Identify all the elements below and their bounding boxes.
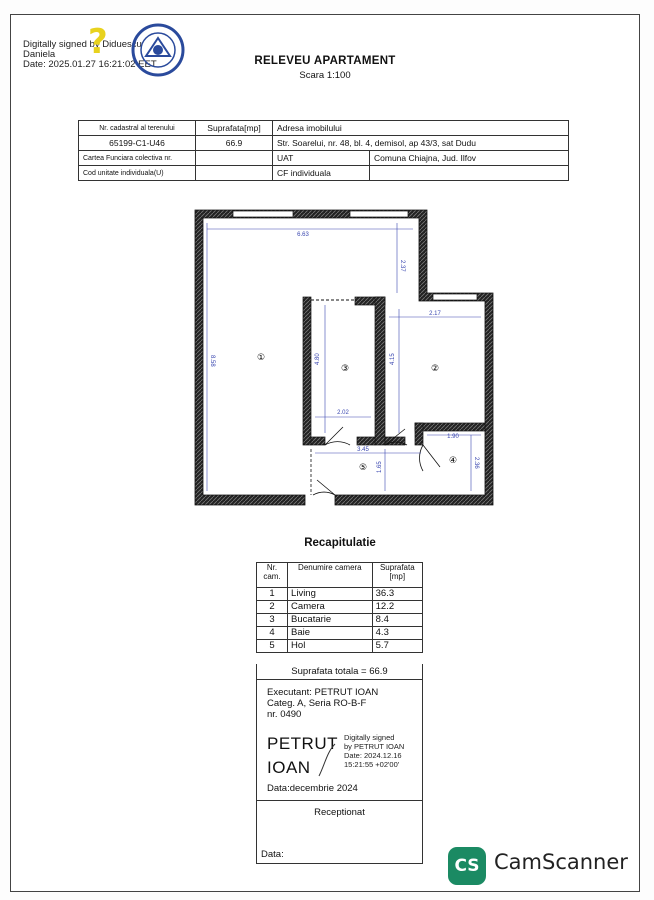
sig-top-line1: Digitally signed by Diduescu xyxy=(23,39,142,50)
executant-box xyxy=(256,680,423,801)
dim-room2-height: 4.15 xyxy=(390,353,396,365)
row-nr: 5 xyxy=(257,640,288,653)
row-name: Camera xyxy=(288,601,373,614)
ds-line4: 15:21:55 +02'00' xyxy=(344,760,400,769)
ds-line3: Date: 2024.12.16 xyxy=(344,751,402,760)
row-area: 12.2 xyxy=(372,601,422,614)
executant-line2: Categ. A, Seria RO-B-F xyxy=(267,698,367,709)
area-value: 66.9 xyxy=(196,136,273,151)
receptionat-date-label: Data: xyxy=(261,849,284,860)
row-name: Bucatarie xyxy=(288,614,373,627)
cadastral-table xyxy=(78,120,569,181)
cf-collective-label: Cartea Funciara colectiva nr. xyxy=(79,151,196,166)
document-scale: Scara 1:100 xyxy=(299,70,351,81)
uat-value: Comuna Chiajna, Jud. Ilfov xyxy=(370,151,569,166)
total-area: Suprafata totala = 66.9 xyxy=(256,664,423,680)
room-label-3: ③ xyxy=(340,364,350,374)
recap-table xyxy=(256,562,423,653)
uat-label: UAT xyxy=(273,151,370,166)
unit-code-value xyxy=(196,166,273,181)
table-row xyxy=(257,627,423,640)
document-title: RELEVEU APARTAMENT xyxy=(254,55,396,67)
dim-left-height: 8.58 xyxy=(209,355,215,367)
row-area: 8.4 xyxy=(372,614,422,627)
bathroom-wall xyxy=(415,423,485,431)
unit-code-label: Cod unitate individuala(U) xyxy=(79,166,196,181)
window-top-right xyxy=(350,211,408,217)
executant-line1: Executant: PETRUT IOAN xyxy=(267,687,379,698)
executant-line3: nr. 0490 xyxy=(267,709,302,720)
question-mark-icon: ? xyxy=(88,22,108,62)
signature-name-last: IOAN xyxy=(267,758,311,777)
col-area-header: Suprafata [mp] xyxy=(372,563,422,588)
partition-wall xyxy=(375,297,385,445)
digital-signature-executant xyxy=(344,733,404,769)
row-nr: 1 xyxy=(257,588,288,601)
cf-collective-value xyxy=(196,151,273,166)
dim-room2-width: 2.17 xyxy=(429,311,441,317)
cad-number-value: 65199-C1-U46 xyxy=(79,136,196,151)
door-bath xyxy=(420,445,440,471)
table-row xyxy=(79,166,569,181)
room-label-1: ① xyxy=(256,353,266,363)
dim-kitchen-height: 4.80 xyxy=(315,353,321,365)
dim-top-width: 6.63 xyxy=(297,232,309,238)
row-name: Hol xyxy=(288,640,373,653)
row-name: Living xyxy=(288,588,373,601)
table-row xyxy=(257,640,423,653)
cf-individual-value xyxy=(370,166,569,181)
row-area: 36.3 xyxy=(372,588,422,601)
door-kitchen xyxy=(325,427,350,445)
ds-line2: by PETRUT IOAN xyxy=(344,742,405,751)
col-nr-header: Nr. cam. xyxy=(257,563,288,588)
table-row xyxy=(79,121,569,136)
row-area: 5.7 xyxy=(372,640,422,653)
executant-date: Data:decembrie 2024 xyxy=(267,783,358,794)
row-area: 4.3 xyxy=(372,627,422,640)
address-value: Str. Soarelui, nr. 48, bl. 4, demisol, ap 43/3, sat Dudu xyxy=(273,136,569,151)
door-entrance xyxy=(313,480,335,495)
room-label-5: ⑤ xyxy=(358,463,368,473)
recap-title: Recapitulatie xyxy=(304,537,376,549)
dim-hall-width: 3.45 xyxy=(357,447,369,453)
dim-bath-height: 2.36 xyxy=(473,457,479,469)
receptionat-title: Receptionat xyxy=(314,807,365,818)
table-row xyxy=(79,136,569,151)
sig-top-line3: Date: 2025.01.27 16:21:02 EET xyxy=(23,59,157,70)
signature-stroke-icon xyxy=(317,742,341,778)
area-label: Suprafata[mp] xyxy=(196,121,273,136)
table-row xyxy=(257,601,423,614)
room-label-4: ④ xyxy=(448,456,458,466)
table-row xyxy=(257,588,423,601)
col-name-header: Denumire camera xyxy=(288,563,373,588)
cf-individual-label: CF individuala xyxy=(273,166,370,181)
sig-top-line2: Daniela xyxy=(23,49,56,60)
room-label-2: ② xyxy=(430,364,440,374)
seal-icon xyxy=(130,22,186,78)
receptionat-box xyxy=(256,800,423,864)
camscanner-logo-icon: CS xyxy=(448,847,486,885)
row-name: Baie xyxy=(288,627,373,640)
dim-kitchen-width: 2.02 xyxy=(337,410,349,416)
row-nr: 2 xyxy=(257,601,288,614)
address-label: Adresa imobilului xyxy=(273,121,569,136)
window-room2 xyxy=(433,294,477,300)
dim-top-height: 2.37 xyxy=(399,260,405,272)
camscanner-text: CamScanner xyxy=(494,850,628,874)
row-nr: 4 xyxy=(257,627,288,640)
dim-hall-height: 1.65 xyxy=(377,461,383,473)
cad-number-label: Nr. cadastral al terenului xyxy=(79,121,196,136)
window-top-left xyxy=(233,211,293,217)
table-row xyxy=(79,151,569,166)
table-row xyxy=(257,614,423,627)
row-nr: 3 xyxy=(257,614,288,627)
kitchen-left-wall xyxy=(303,297,311,445)
dim-bath-width: 1.90 xyxy=(447,434,459,440)
signature-name-first: PETRUT xyxy=(267,734,338,753)
floor-plan xyxy=(185,205,495,510)
table-header-row xyxy=(257,563,423,588)
ds-line1: Digitally signed xyxy=(344,733,395,742)
